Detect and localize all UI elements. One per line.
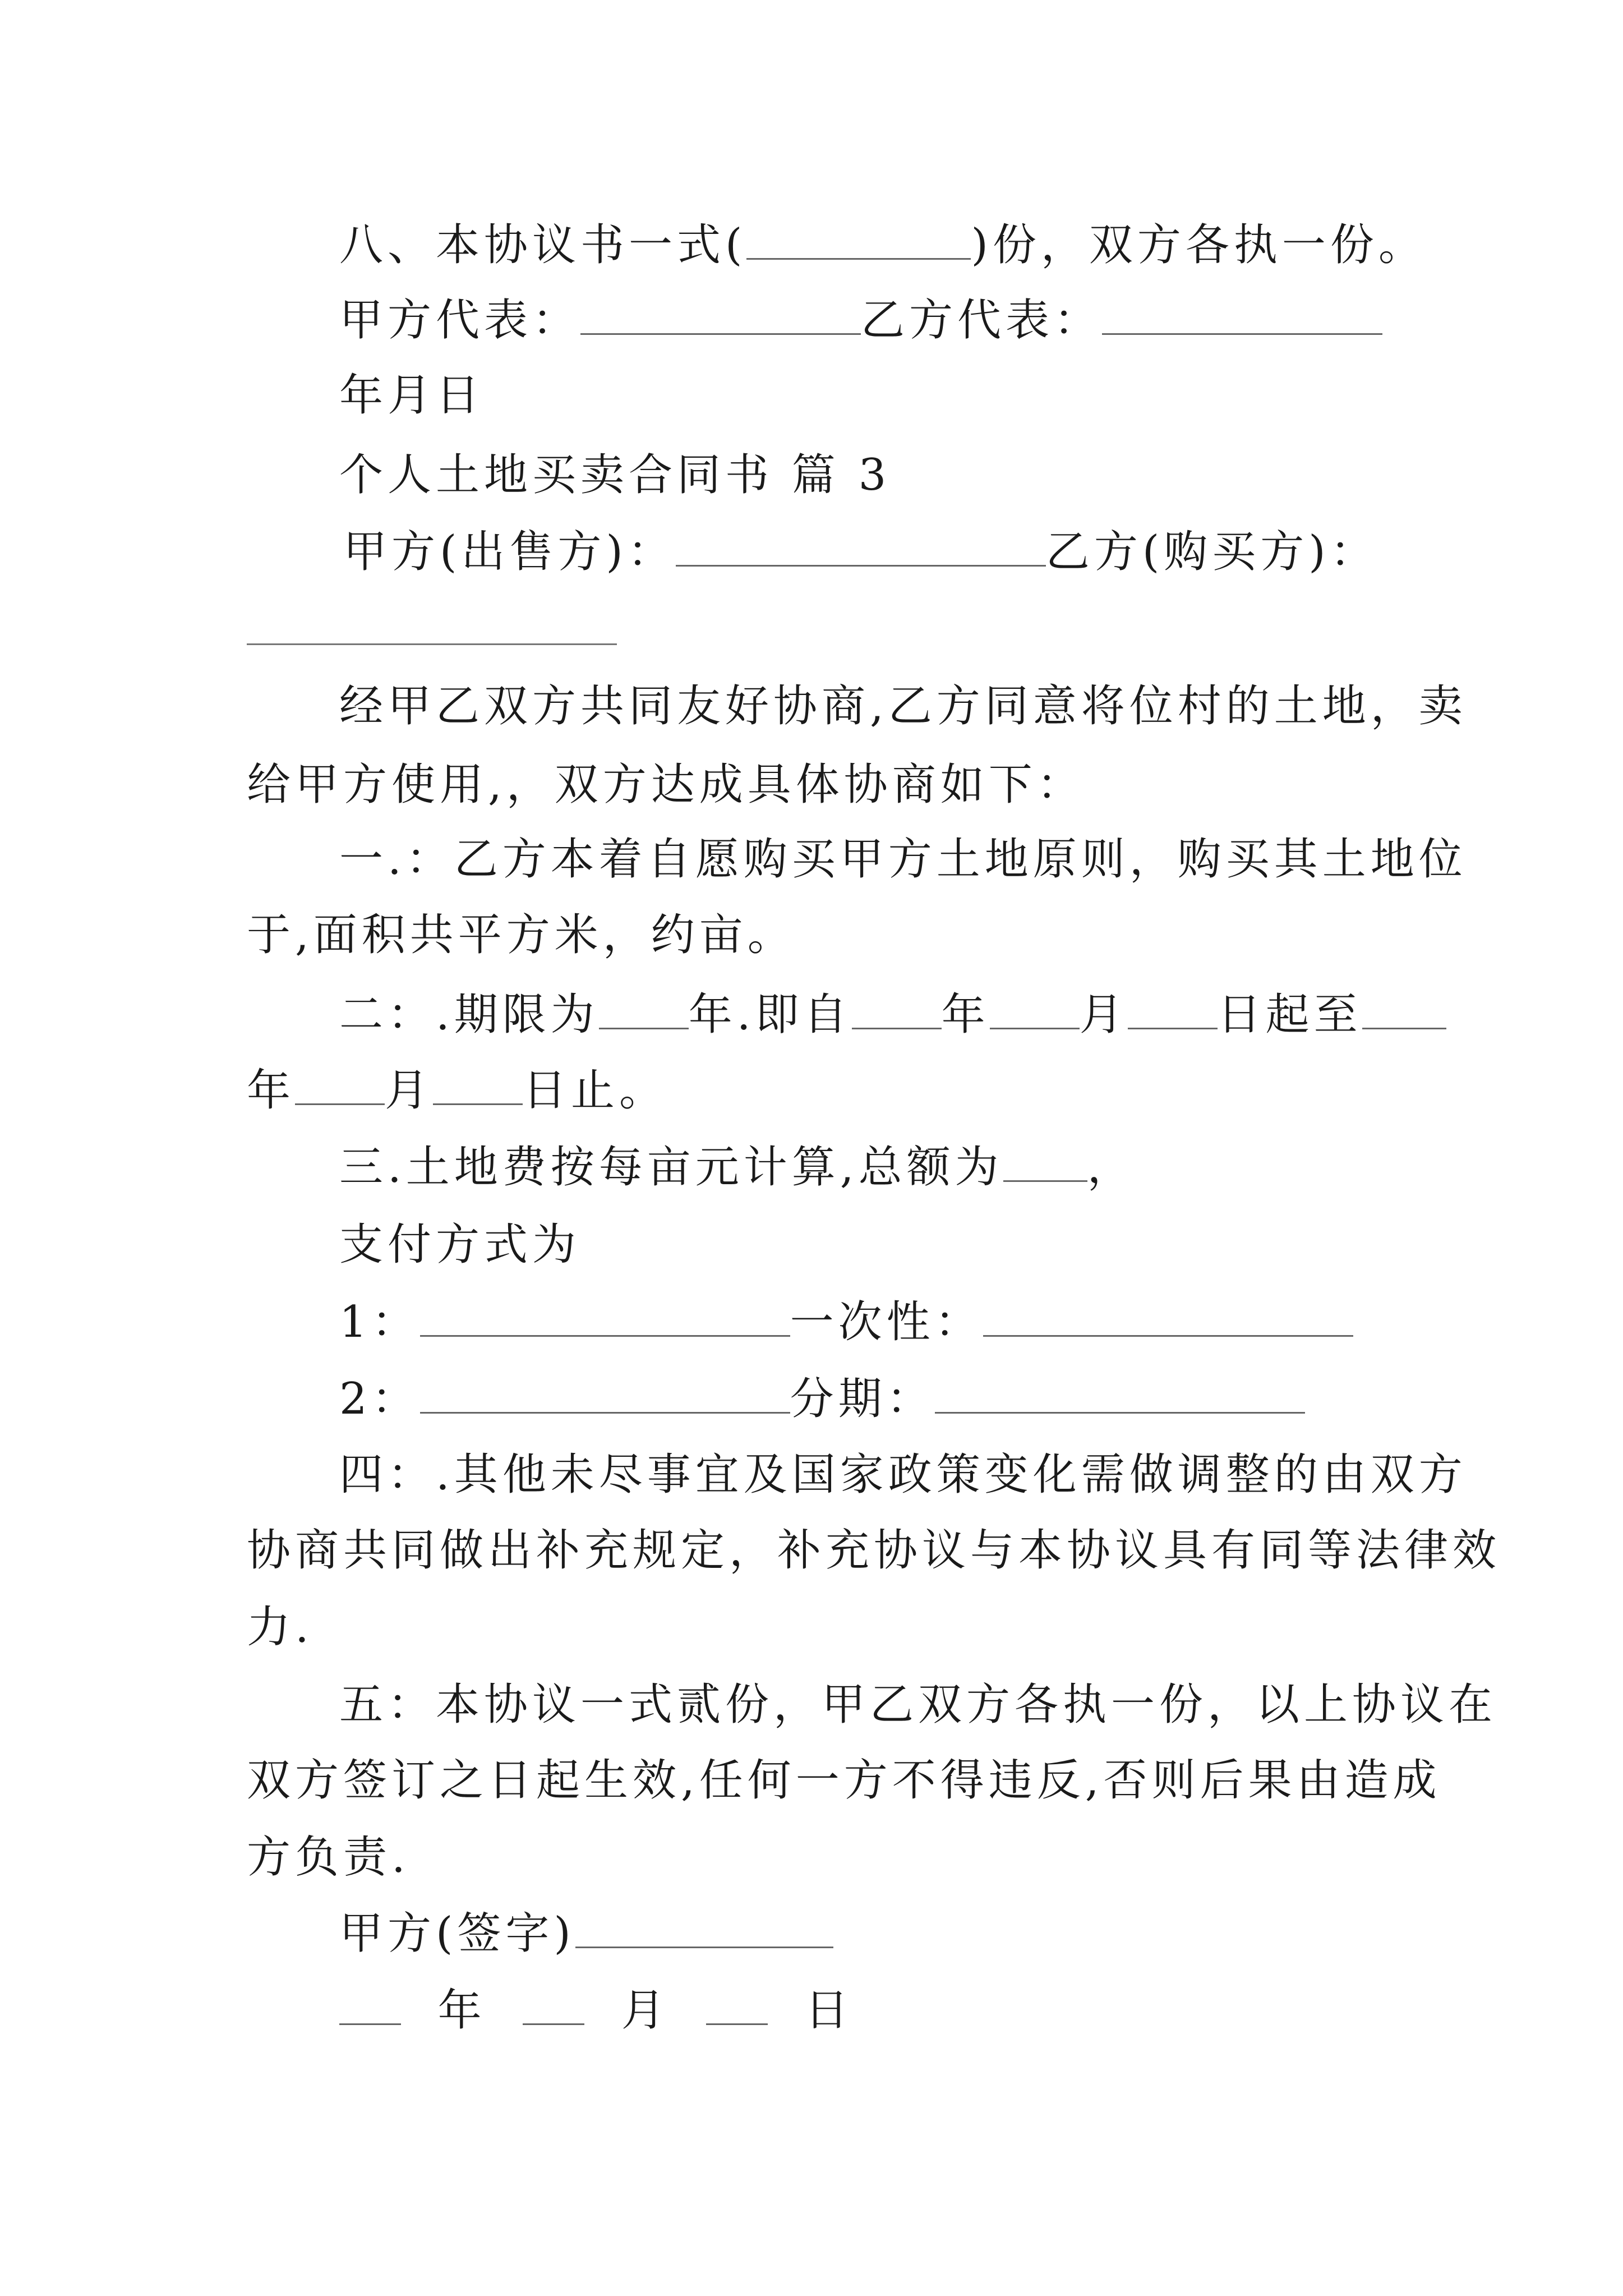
payment-method-line xyxy=(339,1220,581,1270)
intro-text-1: 经甲乙双方共同友好协商,乙方同意将位村的土地，卖 xyxy=(339,681,1467,731)
section-title xyxy=(339,450,891,500)
payment-option-1-blank[interactable] xyxy=(420,1300,790,1337)
clause-4-line-3 xyxy=(247,1602,313,1653)
sign-year-label: 年 xyxy=(437,1985,486,2036)
intro-line-1 xyxy=(339,681,1467,731)
clause-2-text-h: 日止。 xyxy=(523,1065,668,1116)
clause-4-text-2: 协商共同做出补充规定，补充协议与本协议具有同等法律效 xyxy=(247,1525,1501,1576)
clause-1-text-2: 于,面积共平方米，约亩。 xyxy=(247,910,796,960)
clause-5-text-1: 五：本协议一式贰份，甲乙双方各执一份，以上协议在 xyxy=(339,1680,1497,1730)
party-b-rep-blank[interactable] xyxy=(1102,298,1382,335)
clause-8-text-end: )份，双方各执一份。 xyxy=(971,220,1427,270)
buyer-blank[interactable] xyxy=(247,642,617,645)
party-a-signature-blank[interactable] xyxy=(575,1912,833,1948)
party-b-rep-label: 乙方代表： xyxy=(861,295,1103,346)
party-a-signature-label: 甲方(签字) xyxy=(339,1908,575,1959)
section-title-text: 个人土地买卖合同书 篇 3 xyxy=(339,450,891,500)
clause-4-line-1 xyxy=(339,1450,1467,1500)
payment-option-1 xyxy=(339,1297,1353,1347)
clause-4-line-2 xyxy=(247,1525,1501,1576)
sign-day-blank[interactable] xyxy=(706,1989,768,2025)
seller-blank[interactable] xyxy=(676,530,1046,567)
clause-5-line-3 xyxy=(247,1832,410,1883)
clause-1-line-1 xyxy=(339,834,1467,885)
clause-3-line xyxy=(339,1142,1136,1193)
payment-option-1-label: 1： xyxy=(339,1297,420,1347)
start-month-blank[interactable] xyxy=(990,993,1080,1029)
buyer-label: 乙方(购买方)： xyxy=(1045,527,1378,577)
payment-method-text: 支付方式为 xyxy=(339,1220,581,1270)
date-text-1: 年月日 xyxy=(339,370,485,421)
total-amount-blank[interactable] xyxy=(1003,1145,1087,1182)
party-a-rep-label: 甲方代表： xyxy=(339,295,581,346)
installment-blank[interactable] xyxy=(935,1377,1305,1414)
clause-2-text-g: 月 xyxy=(385,1065,434,1116)
representatives-line xyxy=(339,295,1382,346)
end-month-blank[interactable] xyxy=(295,1069,385,1105)
clause-8-text-start: 八、本协议书一式( xyxy=(339,220,747,270)
payment-option-2-label: 2： xyxy=(339,1374,420,1424)
start-day-blank[interactable] xyxy=(1128,993,1218,1029)
date-line-1 xyxy=(339,370,485,421)
end-day-blank[interactable] xyxy=(433,1069,523,1105)
sign-month-label: 月 xyxy=(621,1985,670,2036)
clause-5-line-1 xyxy=(339,1680,1497,1730)
clause-2-line-2 xyxy=(247,1065,668,1116)
sign-month-blank[interactable] xyxy=(523,1989,584,2025)
clause-3-text-a: 三.土地费按每亩元计算,总额为 xyxy=(339,1142,1003,1193)
clause-5-line-2 xyxy=(247,1755,1441,1806)
clause-2-text-b: 年.即自 xyxy=(688,990,852,1040)
start-year-blank[interactable] xyxy=(852,993,942,1029)
party-a-rep-blank[interactable] xyxy=(580,298,861,335)
intro-line-2 xyxy=(247,760,1085,810)
clause-8-line xyxy=(339,220,1427,270)
clause-1-line-2 xyxy=(247,910,796,960)
clause-2-text-d: 月 xyxy=(1079,990,1128,1040)
clause-4-text-1: 四：.其他未尽事宜及国家政策变化需做调整的由双方 xyxy=(339,1450,1467,1500)
payment-option-2 xyxy=(339,1374,1305,1424)
sign-year-blank[interactable] xyxy=(339,1989,401,2025)
seller-label: 甲方(出售方)： xyxy=(343,527,676,577)
clause-5-text-2: 双方签订之日起生效,任何一方不得违反,否则后果由造成 xyxy=(247,1755,1441,1806)
lump-sum-blank[interactable] xyxy=(983,1300,1353,1337)
intro-text-2: 给甲方使用,，双方达成具体协商如下： xyxy=(247,760,1085,810)
lump-sum-label: 一次性： xyxy=(790,1297,983,1347)
end-year-blank[interactable] xyxy=(1362,993,1446,1029)
sign-day-label: 日 xyxy=(805,1985,854,2036)
clause-2-line-1 xyxy=(339,990,1446,1040)
clause-2-text-e: 日起至 xyxy=(1217,990,1362,1040)
copies-count-blank[interactable] xyxy=(746,223,971,260)
clause-2-text-f: 年 xyxy=(247,1065,296,1116)
clause-5-text-3: 方负责. xyxy=(247,1832,410,1883)
clause-4-text-3: 力. xyxy=(247,1602,313,1653)
signature-date-line xyxy=(339,1985,854,2036)
clause-2-text-a: 二：.期限为 xyxy=(339,990,599,1040)
parties-line xyxy=(343,527,1378,577)
installment-label: 分期： xyxy=(790,1374,935,1424)
term-years-blank[interactable] xyxy=(599,993,689,1029)
clause-3-text-b: ， xyxy=(1087,1142,1136,1193)
clause-2-text-c: 年 xyxy=(941,990,990,1040)
signature-line xyxy=(339,1908,833,1959)
payment-option-2-blank[interactable] xyxy=(420,1377,790,1414)
clause-1-text-1: 一.：乙方本着自愿购买甲方土地原则，购买其土地位 xyxy=(339,834,1467,885)
